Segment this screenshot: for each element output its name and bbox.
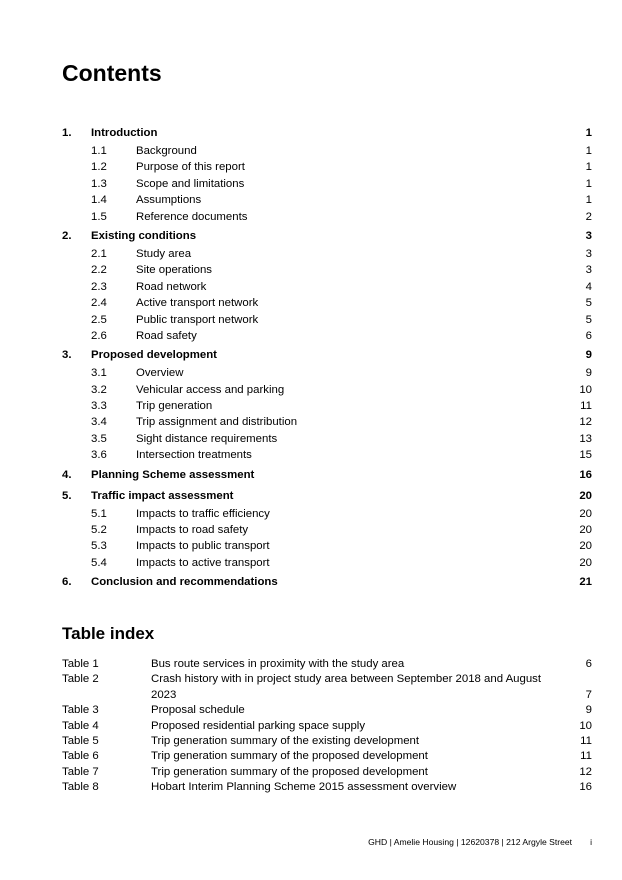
toc-subsection-number: 2.3 (91, 280, 107, 293)
toc-subsection-row[interactable] (62, 522, 592, 538)
table-index-number: Table 2 (62, 673, 99, 686)
toc-subsection-page: 1 (585, 145, 592, 157)
toc-section-row[interactable] (62, 346, 592, 365)
toc-subsection-page: 3 (585, 247, 592, 260)
toc-subsection-title: Scope and limitations (136, 177, 245, 190)
table-index-row[interactable] (62, 780, 592, 795)
toc-section-row[interactable] (62, 227, 592, 246)
toc-subsection-title: Road safety (136, 329, 197, 342)
toc-section-page: 3 (585, 229, 592, 242)
toc-subsection-row[interactable] (62, 176, 592, 192)
toc-subsection-number: 5.3 (91, 540, 107, 553)
toc-subsection-number: 5.1 (91, 507, 107, 520)
toc-subsection-row[interactable] (62, 398, 592, 414)
toc-section-row[interactable] (62, 124, 592, 143)
toc-section-number: 6. (62, 576, 72, 589)
toc-subsection-title: Site operations (136, 264, 212, 277)
table-index-number: Table 5 (62, 735, 99, 748)
table-index-row[interactable] (62, 734, 592, 749)
toc-subsection-row[interactable] (62, 262, 592, 278)
toc-subsection-row[interactable] (62, 328, 592, 344)
toc-subsection-number: 3.1 (91, 367, 107, 380)
table-index-number: Table 1 (62, 658, 99, 670)
toc-section-title: Traffic impact assessment (91, 489, 234, 502)
toc-subsection-title: Impacts to traffic efficiency (136, 507, 270, 520)
toc-subsection-page: 3 (585, 264, 592, 277)
table-index-page: 10 (579, 719, 592, 732)
toc-section-title: Introduction (91, 127, 158, 139)
toc-subsection-page: 1 (585, 177, 592, 190)
toc-subsection-page: 20 (579, 540, 592, 553)
toc-subsection-title: Impacts to public transport (136, 540, 270, 553)
table-index-page: 12 (579, 765, 592, 778)
toc-subsection-number: 3.3 (91, 400, 107, 413)
toc-subsection-title: Active transport network (136, 297, 259, 310)
toc-section-row[interactable] (62, 487, 592, 506)
table-index-page: 11 (580, 735, 592, 748)
toc-subsection-title: Road network (136, 280, 207, 293)
toc-subsection-title: Vehicular access and parking (136, 383, 285, 396)
toc-section-number: 3. (62, 349, 72, 362)
toc-subsection-page: 1 (585, 194, 592, 207)
toc-section-number: 1. (62, 127, 72, 139)
toc-subsection-number: 2.2 (91, 264, 107, 277)
toc-section-title: Planning Scheme assessment (91, 468, 255, 481)
toc-subsection-page: 11 (580, 400, 592, 413)
toc-subsection-title: Impacts to active transport (136, 556, 270, 569)
toc-subsection-title: Overview (136, 367, 184, 380)
toc-subsection-number: 1.5 (91, 210, 107, 223)
toc-subsection-page: 12 (579, 416, 592, 429)
table-index-title: Trip generation summary of the existing development (151, 735, 420, 748)
toc-subsection-page: 4 (585, 280, 592, 293)
table-index-page: 7 (585, 688, 592, 701)
toc-subsection-title: Trip assignment and distribution (136, 416, 298, 429)
table-index-page: 16 (579, 781, 592, 794)
table-index-title: Bus route services in proximity with the study area (151, 658, 405, 670)
toc-subsection-page: 5 (585, 313, 592, 326)
toc-subsection-page: 5 (585, 297, 592, 310)
toc-section-row[interactable] (62, 466, 592, 485)
toc-section-number: 4. (62, 468, 72, 481)
toc-subsection-page: 6 (585, 329, 592, 342)
table-index-title: Proposed residential parking space supply (151, 719, 366, 732)
toc-subsection-row[interactable] (62, 506, 592, 522)
toc-subsection-number: 1.1 (91, 145, 107, 157)
toc-subsection-row[interactable] (62, 365, 592, 381)
toc-subsection-row[interactable] (62, 143, 592, 159)
toc-subsection-row[interactable] (62, 447, 592, 463)
toc-subsection-number: 1.2 (91, 161, 107, 174)
toc-subsection-number: 3.5 (91, 432, 107, 445)
toc-subsection-row[interactable] (62, 159, 592, 175)
toc-subsection-number: 2.6 (91, 329, 107, 342)
table-index-number: Table 3 (62, 704, 99, 717)
toc-subsection-number: 1.4 (91, 194, 107, 207)
table-index-row[interactable] (62, 657, 592, 672)
toc-section-number: 2. (62, 229, 72, 242)
page-title: Contents (62, 60, 162, 86)
toc-section-title: Proposed development (91, 349, 217, 362)
toc-section-page: 20 (579, 489, 592, 502)
toc-subsection-number: 3.4 (91, 416, 107, 429)
toc-subsection-title: Impacts to road safety (136, 524, 249, 537)
toc-subsection-row[interactable] (62, 279, 592, 295)
toc-subsection-title: Assumptions (136, 194, 202, 207)
table-index-number: Table 4 (62, 719, 99, 732)
toc-subsection-row[interactable] (62, 209, 592, 225)
table-index-title: Hobart Interim Planning Scheme 2015 assessment overview (151, 781, 457, 794)
toc-subsection-row[interactable] (62, 431, 592, 447)
toc-subsection-row[interactable] (62, 295, 592, 311)
table-index-number: Table 8 (62, 781, 99, 794)
toc-section-page: 21 (579, 576, 592, 589)
table-index (62, 657, 592, 796)
table-index-number: Table 7 (62, 765, 99, 778)
table-index-page: 6 (585, 658, 592, 670)
toc-subsection-title: Study area (136, 247, 192, 260)
toc-subsection-row[interactable] (62, 246, 592, 262)
toc-subsection-page: 15 (579, 449, 592, 462)
toc-subsection-row[interactable] (62, 538, 592, 554)
toc-subsection-page: 20 (579, 524, 592, 537)
toc-subsection-number: 1.3 (91, 177, 107, 190)
toc-subsection-row[interactable] (62, 382, 592, 398)
table-index-row[interactable] (62, 749, 592, 764)
toc-subsection-row[interactable] (62, 312, 592, 328)
table-index-title: Trip generation summary of the proposed development (151, 750, 428, 763)
toc-subsection-title: Reference documents (136, 210, 248, 223)
toc-subsection-number: 2.4 (91, 297, 107, 310)
toc-subsection-page: 9 (585, 367, 592, 380)
toc-subsection-row[interactable] (62, 555, 592, 571)
toc-section-row[interactable] (62, 573, 592, 592)
toc-subsection-title: Purpose of this report (136, 161, 245, 174)
table-index-page: 9 (585, 704, 592, 717)
table-of-contents (62, 124, 592, 592)
table-index-title: Trip generation summary of the proposed development (151, 765, 428, 778)
toc-section-page: 1 (585, 127, 592, 139)
toc-subsection-number: 3.6 (91, 449, 107, 462)
toc-section-title: Conclusion and recommendations (91, 576, 278, 589)
table-index-title: Proposal schedule (151, 704, 245, 717)
toc-subsection-page: 1 (585, 161, 592, 174)
table-index-page: 11 (580, 750, 592, 763)
footer-text: GHD | Amelie Housing | 12620378 | 212 Argyle Street (368, 837, 573, 847)
toc-subsection-page: 20 (579, 556, 592, 569)
toc-subsection-title: Trip generation (136, 400, 213, 413)
table-index-title: Table index (62, 624, 155, 643)
table-index-row[interactable] (62, 703, 592, 718)
toc-subsection-page: 2 (585, 210, 592, 223)
page-footer (368, 837, 592, 847)
table-index-row[interactable] (62, 719, 592, 734)
toc-subsection-title: Public transport network (136, 313, 259, 326)
table-index-title: Crash history with in project study area between September 2018 and August 2023 (151, 673, 542, 701)
toc-section-page: 16 (579, 468, 592, 481)
table-index-number: Table 6 (62, 750, 99, 763)
toc-subsection-number: 2.1 (91, 247, 107, 260)
toc-subsection-number: 2.5 (91, 313, 107, 326)
toc-subsection-title: Sight distance requirements (136, 432, 278, 445)
toc-subsection-row[interactable] (62, 414, 592, 430)
toc-subsection-number: 3.2 (91, 383, 107, 396)
toc-subsection-title: Intersection treatments (136, 449, 252, 462)
toc-section-page: 9 (585, 349, 592, 362)
table-index-row[interactable] (62, 765, 592, 780)
toc-subsection-number: 5.2 (91, 524, 107, 537)
toc-subsection-page: 20 (579, 507, 592, 520)
toc-section-number: 5. (62, 489, 72, 502)
toc-subsection-page: 10 (579, 383, 592, 396)
toc-subsection-title: Background (136, 145, 197, 157)
toc-subsection-number: 5.4 (91, 556, 107, 569)
table-index-row[interactable] (62, 672, 592, 703)
toc-section-title: Existing conditions (91, 229, 197, 242)
footer-page-number: i (590, 837, 592, 847)
toc-subsection-row[interactable] (62, 192, 592, 208)
toc-subsection-page: 13 (579, 432, 592, 445)
